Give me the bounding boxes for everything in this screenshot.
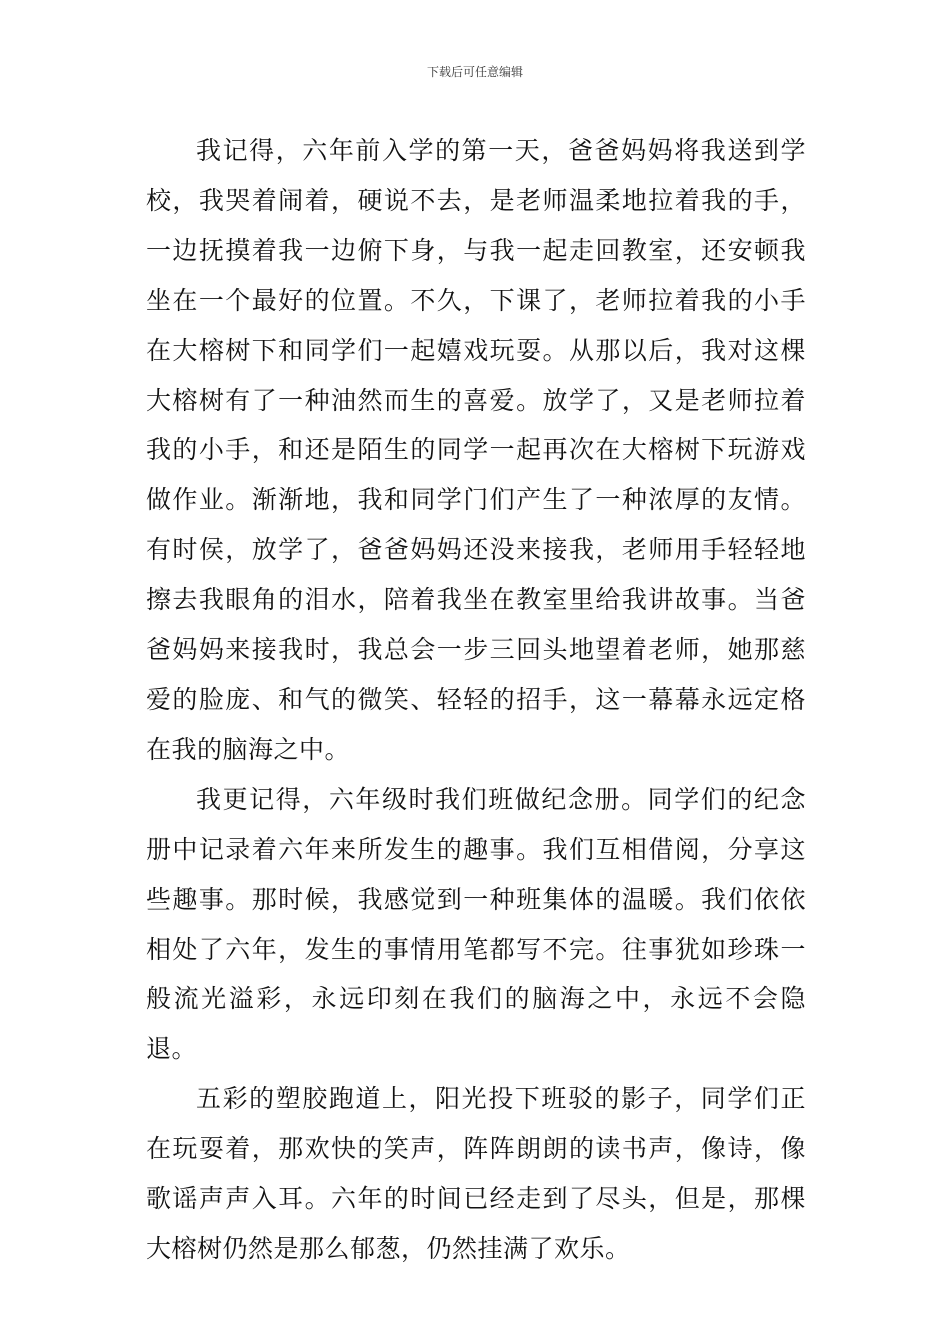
paragraph-first-day: 我记得，六年前入学的第一天，爸爸妈妈将我送到学校，我哭着闹着，硬说不去，是老师温柔地拉着我的手，一边抚摸着我一边俯下身，与我一起走回教室，还安顿我坐在一个最好的位置。不久，下课了，老师拉着我的小手在大榕树下和同学们一起嬉戏玩耍。从那以后，我对这棵大榕树有了一种油然而生的喜爱。放学了，又是老师拉着我的小手，和还是陌生的同学一起再次在大榕树下玩游戏做作业。渐渐地，我和同学门们产生了一种浓厚的友情。有时侯，放学了，爸爸妈妈还没来接我，老师用手轻轻地擦去我眼角的泪水，陪着我坐在教室里给我讲故事。当爸爸妈妈来接我时，我总会一步三回头地望着老师，她那慈爱的脸庞、和气的微笑、轻轻的招手，这一幕幕永远定格在我的脑海之中。 — [146, 136, 806, 764]
paragraph-memorial-album: 我更记得，六年级时我们班做纪念册。同学们的纪念册中记录着六年来所发生的趣事。我们互相借阅，分享这些趣事。那时候，我感觉到一种班集体的温暖。我们依依相处了六年，发生的事情用笔都写不完。往事犹如珍珠一般流光溢彩，永远印刻在我们的脑海之中，永远不会隐退。 — [146, 784, 806, 1064]
document-body — [146, 126, 806, 1274]
page-header-note: 下载后可任意编辑 — [426, 65, 523, 79]
paragraph-running-track: 五彩的塑胶跑道上，阳光投下班驳的影子，同学们正在玩耍着，那欢快的笑声，阵阵朗朗的读书声，像诗，像歌谣声声入耳。六年的时间已经走到了尽头，但是，那棵大榕树仍然是那么郁葱，仍然挂满了欢乐。 — [146, 1084, 806, 1263]
